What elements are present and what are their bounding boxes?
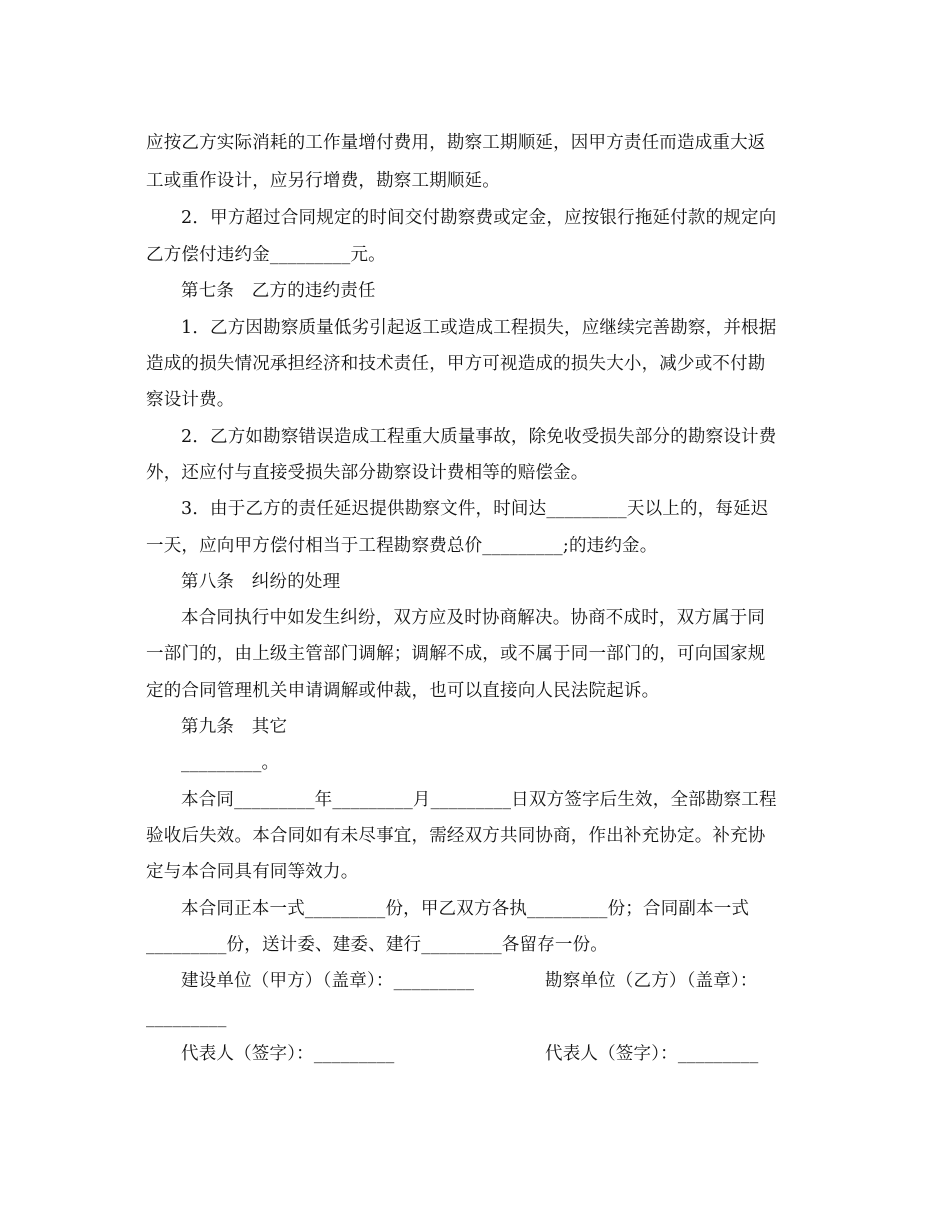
paragraph-line: 察设计费。 [146, 390, 235, 410]
paragraph-line: 工或重作设计，应另行增费，勘察工期顺延。 [146, 171, 500, 191]
paragraph-line: 1．乙方因勘察质量低劣引起返工或造成工程损失，应继续完善勘察，并根据 [181, 318, 777, 338]
paragraph-line: 外，还应付与直接受损失部分勘察设计费相等的赔偿金。 [146, 463, 589, 483]
section-heading: 第九条 其它 [181, 717, 288, 737]
paragraph-line: 本合同_________年_________月_________日双方签字后生效，全部勘察工程 [181, 790, 777, 810]
signature-party-b: 勘察单位（乙方）（盖章）： [545, 971, 758, 991]
paragraph-line: 定的合同管理机关申请调解或仲裁，也可以直接向人民法院起诉。 [146, 681, 660, 701]
section-heading: 第七条 乙方的违约责任 [181, 281, 376, 301]
paragraph-line: _________份，送计委、建委、建行_________各留存一份。 [146, 935, 608, 955]
paragraph-line: _________。 [181, 753, 280, 773]
representative-party-a: 代表人（签字）：_________ [181, 1044, 395, 1064]
signature-blank: _________ [146, 1008, 227, 1028]
paragraph-line: 本合同正本一式_________份，甲乙双方各执_________份；合同副本一式 [181, 899, 750, 919]
paragraph-line: 应按乙方实际消耗的工作量增付费用，勘察工期顺延，因甲方责任而造成重大返 [146, 133, 766, 153]
signature-party-a: 建设单位（甲方）（盖章）：_________ [181, 971, 475, 991]
representative-party-b: 代表人（签字）：_________ [545, 1044, 759, 1064]
paragraph-line: 定与本合同具有同等效力。 [146, 862, 359, 882]
paragraph-line: 造成的损失情况承担经济和技术责任，甲方可视造成的损失大小，减少或不付勘 [146, 354, 766, 374]
paragraph-line: 验收后失效。本合同如有未尽事宜，需经双方共同协商，作出补充协定。补充协 [146, 826, 766, 846]
paragraph-line: 2．甲方超过合同规定的时间交付勘察费或定金，应按银行拖延付款的规定向 [181, 208, 777, 228]
section-heading: 第八条 纠纷的处理 [181, 572, 341, 592]
paragraph-line: 一部门的，由上级主管部门调解；调解不成，或不属于同一部门的，可向国家规 [146, 644, 766, 664]
paragraph-line: 2．乙方如勘察错误造成工程重大质量事故，除免收受损失部分的勘察设计费 [181, 427, 777, 447]
paragraph-line: 本合同执行中如发生纠纷，双方应及时协商解决。协商不成时，双方属于同 [181, 608, 766, 628]
paragraph-line: 乙方偿付违约金_________元。 [146, 245, 386, 265]
paragraph-line: 3．由于乙方的责任延迟提供勘察文件，时间达_________天以上的，每延迟 [181, 499, 769, 519]
paragraph-line: 一天，应向甲方偿付相当于工程勘察费总价_________;的违约金。 [146, 536, 658, 556]
